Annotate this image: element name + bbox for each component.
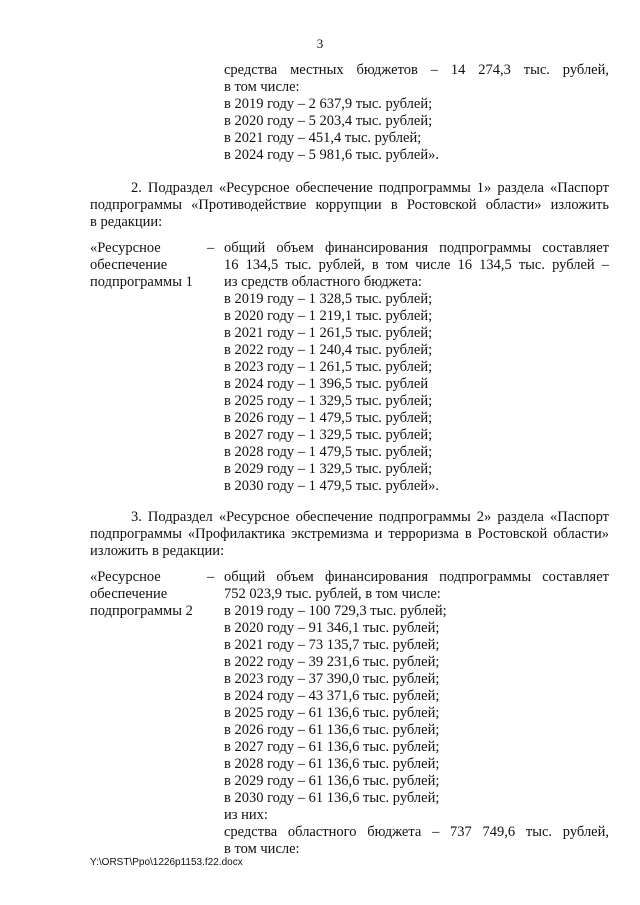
section2-value-line-6: в 2022 году – 1 240,4 тыс. рублей; [224,342,433,358]
section3-value-line-15: средства областного бюджета – 737 749,6 тыс. рублей, [224,824,609,840]
section2-value-line-12: в 2028 году – 1 479,5 тыс. рублей; [224,444,433,460]
block0-line-1: в том числе: [224,79,300,95]
section2-value-line-3: в 2019 году – 1 328,5 тыс. рублей; [224,291,433,307]
section3-value-line-1: 752 023,9 тыс. рублей, в том числе: [224,586,441,602]
section2-value-line-0: общий объем финансирования подпрограммы составляет [224,240,609,256]
section3-value-line-2: в 2019 году – 100 729,3 тыс. рублей; [224,603,447,619]
block0-line-5: в 2024 году – 5 981,6 тыс. рублей». [224,147,439,163]
section3-label-line-1: обеспечение [90,586,168,602]
section2-value-line-7: в 2023 году – 1 261,5 тыс. рублей; [224,359,433,375]
section2-heading-line-2: в редакции: [90,214,163,230]
section2-value-line-2: из средств областного бюджета: [224,274,422,290]
section3-value-line-3: в 2020 году – 91 346,1 тыс. рублей; [224,620,440,636]
section2-label-line-1: обеспечение [90,257,168,273]
section3-value-line-6: в 2023 году – 37 390,0 тыс. рублей; [224,671,440,687]
section3-value-line-5: в 2022 году – 39 231,6 тыс. рублей; [224,654,440,670]
block0-line-0: средства местных бюджетов – 14 274,3 тыс. рублей, [224,62,609,78]
section3-value-line-0: общий объем финансирования подпрограммы составляет [224,569,609,585]
section3-value-line-14: из них: [224,807,268,823]
section2-dash: – [207,240,215,256]
section2-value-line-5: в 2021 году – 1 261,5 тыс. рублей; [224,325,433,341]
section2-value-line-13: в 2029 году – 1 329,5 тыс. рублей; [224,461,433,477]
section2-value-line-14: в 2030 году – 1 479,5 тыс. рублей». [224,478,439,494]
section3-heading-line-1: подпрограммы «Профилактика экстремизма и терроризма в Ростовской области» [90,526,609,542]
section2-value-line-10: в 2026 году – 1 479,5 тыс. рублей; [224,410,433,426]
section3-dash: – [207,569,215,585]
section3-heading-line-2: изложить в редакции: [90,543,225,559]
section3-heading-line-0: 3. Подраздел «Ресурсное обеспечение подпрограммы 2» раздела «Паспорт [131,509,609,525]
section3-value-line-9: в 2026 году – 61 136,6 тыс. рублей; [224,722,440,738]
block0-line-2: в 2019 году – 2 637,9 тыс. рублей; [224,96,433,112]
section2-value-line-9: в 2025 году – 1 329,5 тыс. рублей; [224,393,433,409]
section3-value-line-4: в 2021 году – 73 135,7 тыс. рублей; [224,637,440,653]
section2-value-line-1: 16 134,5 тыс. рублей, в том числе 16 134,5 тыс. рублей – [224,257,609,273]
section3-label-line-0: «Ресурсное [90,569,161,585]
block0-line-3: в 2020 году – 5 203,4 тыс. рублей; [224,113,433,129]
section3-value-line-8: в 2025 году – 61 136,6 тыс. рублей; [224,705,440,721]
section2-value-line-11: в 2027 году – 1 329,5 тыс. рублей; [224,427,433,443]
section3-value-line-16: в том числе: [224,841,300,857]
section2-value-line-4: в 2020 году – 1 219,1 тыс. рублей; [224,308,433,324]
section3-value-line-12: в 2029 году – 61 136,6 тыс. рублей; [224,773,440,789]
section2-heading-line-1: подпрограммы «Противодействие коррупции в Ростовской области» изложить [90,197,609,213]
section2-heading-line-0: 2. Подраздел «Ресурсное обеспечение подпрограммы 1» раздела «Паспорт [131,180,609,196]
section3-value-line-7: в 2024 году – 43 371,6 тыс. рублей; [224,688,440,704]
section2-label-line-0: «Ресурсное [90,240,161,256]
block0-line-4: в 2021 году – 451,4 тыс. рублей; [224,130,422,146]
section3-label-line-2: подпрограммы 2 [90,603,193,619]
section3-value-line-10: в 2027 году – 61 136,6 тыс. рублей; [224,739,440,755]
footer-file-path: Y:\ORST\Ppo\1226p1153.f22.docx [90,857,243,868]
page-number: 3 [316,36,324,51]
section3-value-line-13: в 2030 году – 61 136,6 тыс. рублей; [224,790,440,806]
section2-value-line-8: в 2024 году – 1 396,5 тыс. рублей [224,376,429,392]
section3-value-line-11: в 2028 году – 61 136,6 тыс. рублей; [224,756,440,772]
section2-label-line-2: подпрограммы 1 [90,274,193,290]
